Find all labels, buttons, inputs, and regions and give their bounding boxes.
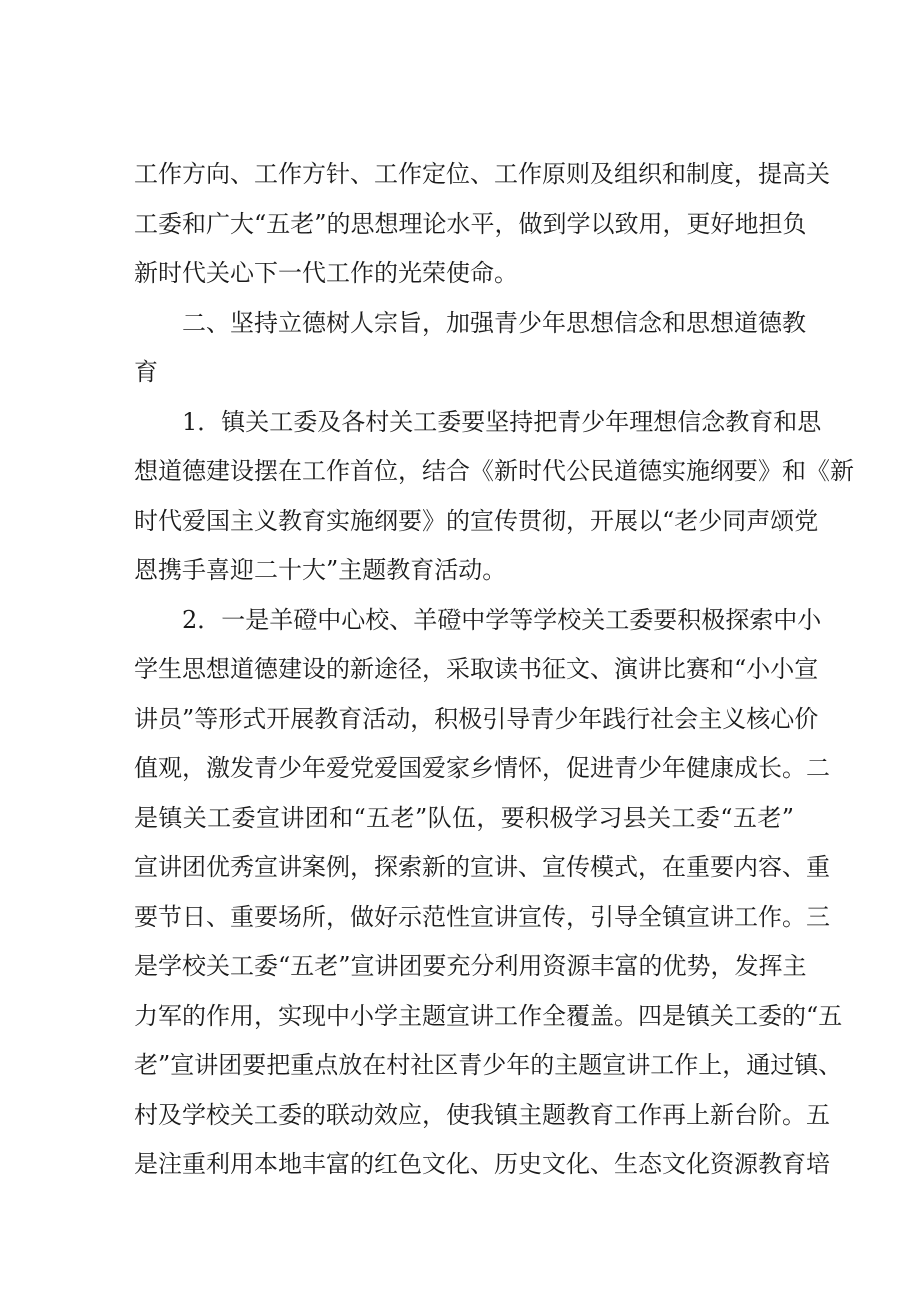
text-line: 1．镇关工委及各村关工委要坚持把青少年理想信念教育和思 [134,407,822,436]
text-line: 值观，激发青少年爱党爱国爱家乡情怀，促进青少年健康成长。二 [134,754,830,782]
text-line: 恩携手喜迎二十大”主题教育活动。 [134,556,507,584]
text-line: 想道德建设摆在工作首位，结合《新时代公民道德实施纲要》和《新 [134,457,854,485]
paragraph-continuation [134,150,830,299]
text-line: 学生思想道德建设的新途径，采取读书征文、演讲比赛和“小小宣 [134,655,819,683]
text-line: 老”宣讲团要把重点放在村社区青少年的主题宣讲工作上，通过镇、 [134,1051,843,1079]
text-line: 是注重利用本地丰富的红色文化、历史文化、生态文化资源教育培 [134,1150,830,1178]
paragraph-item-one [134,398,854,596]
text-line: 宣讲团优秀宣讲案例，探索新的宣讲、宣传模式，在重要内容、重 [134,853,830,881]
text-line: 新时代关心下一代工作的光荣使命。 [134,259,518,287]
text-line: 力军的作用，实现中小学主题宣讲工作全覆盖。四是镇关工委的“五 [134,1001,843,1030]
document-body [134,150,854,1190]
heading-line: 育 [134,358,158,386]
section-heading-two [134,299,806,398]
text-line: 时代爱国主义教育实施纲要》的宣传贯彻，开展以“老少同声颂党 [134,506,819,535]
text-line: 2．一是羊磴中心校、羊磴中学等学校关工委要积极探索中小 [134,605,822,634]
text-line: 工委和广大“五老”的思想理论水平，做到学以致用，更好地担负 [134,209,807,238]
heading-line: 二、坚持立德树人宗旨，加强青少年思想信念和思想道德教 [134,308,806,337]
text-line: 村及学校关工委的联动效应，使我镇主题教育工作再上新台阶。五 [134,1100,830,1129]
text-line: 是学校关工委“五老”宣讲团要充分利用资源丰富的优势，发挥主 [134,952,807,980]
text-line: 要节日、重要场所，做好示范性宣讲宣传，引导全镇宣讲工作。三 [134,902,830,931]
text-line: 工作方向、工作方针、工作定位、工作原则及组织和制度，提高关 [134,160,830,188]
paragraph-item-two [134,596,843,1190]
text-line: 是镇关工委宣讲团和“五老”队伍，要积极学习县关工委“五老” [134,803,794,832]
text-line: 讲员”等形式开展教育活动，积极引导青少年践行社会主义核心价 [134,704,819,733]
